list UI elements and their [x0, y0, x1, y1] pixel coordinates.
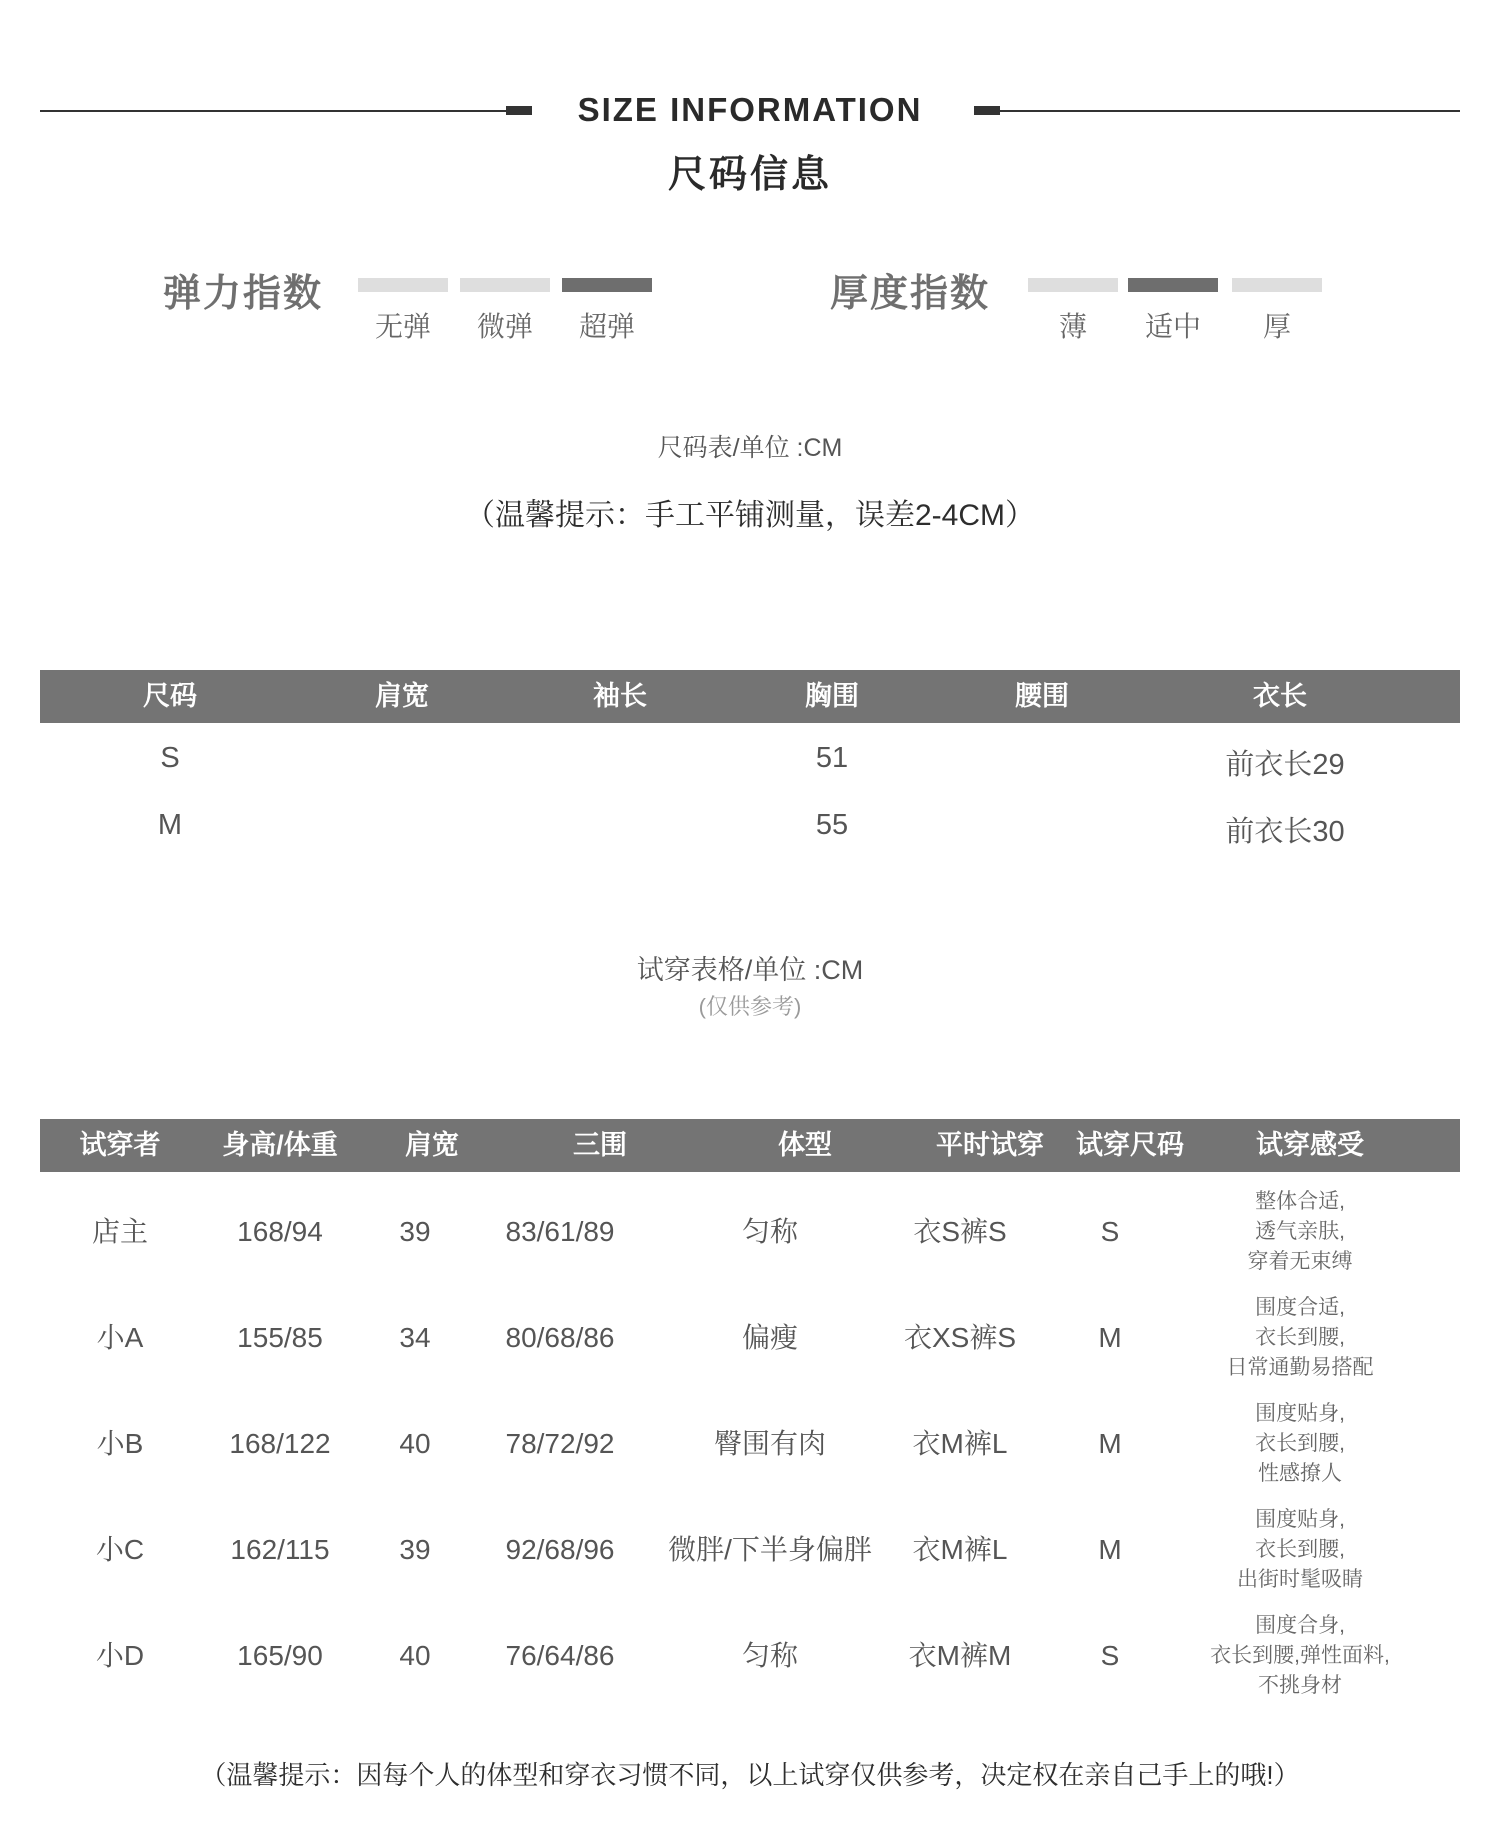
- header-rule-left: [40, 110, 510, 112]
- tryon-person: 小C: [95, 1534, 145, 1565]
- tryon-person: 小D: [95, 1640, 145, 1671]
- tryon-row: [0, 1180, 1500, 1284]
- tryon-feel-line: 整体合适,: [1255, 1190, 1345, 1213]
- tryon-feel-line: 衣长到腰,: [1255, 1432, 1345, 1455]
- tryon-person: 店主: [91, 1216, 148, 1247]
- header-dash-left: [506, 106, 532, 115]
- tryon-feel-line: 围度贴身,: [1255, 1402, 1345, 1425]
- size-header-size: 尺码: [143, 681, 197, 711]
- thickness-label: 厚度指数: [830, 273, 991, 315]
- tryon-header-body: 体型: [778, 1130, 832, 1160]
- elasticity-level-none: 无弹: [374, 311, 431, 342]
- size-row-s-length: 前衣长29: [1225, 749, 1345, 781]
- tryon-feel: [1180, 1392, 1420, 1496]
- thickness-bar-thick: [1232, 278, 1322, 292]
- tryon-usual: 衣M裤L: [912, 1428, 1008, 1459]
- tryon-measurements: 80/68/86: [505, 1322, 615, 1353]
- tryon-body: 匀称: [741, 1216, 798, 1247]
- tryon-feel: [1180, 1498, 1420, 1602]
- tryon-row: [0, 1498, 1500, 1602]
- tryon-feel: [1180, 1180, 1420, 1284]
- tryon-feel: [1180, 1604, 1420, 1708]
- size-header-waist: 腰围: [1015, 681, 1069, 711]
- tryon-note: (仅供参考): [698, 994, 802, 1019]
- tryon-row: [0, 1286, 1500, 1390]
- tryon-feel-line: 围度合身,: [1255, 1614, 1345, 1637]
- tryon-usual: 衣XS裤S: [903, 1322, 1017, 1353]
- tryon-row: [0, 1604, 1500, 1708]
- tryon-height-weight: 162/115: [230, 1534, 330, 1565]
- tryon-measurements: 76/64/86: [505, 1640, 615, 1671]
- thickness-level-thick: 厚: [1262, 311, 1291, 342]
- tryon-feel-line: 围度合适,: [1255, 1296, 1345, 1319]
- tryon-feel-line: 日常通勤易搭配: [1226, 1356, 1374, 1379]
- tryon-body: 匀称: [741, 1640, 798, 1671]
- header-dash-right: [974, 106, 1000, 115]
- tryon-header-measurements: 三围: [573, 1130, 627, 1160]
- tryon-header-size: 试穿尺码: [1076, 1130, 1184, 1160]
- tryon-feel-line: 衣长到腰,: [1255, 1326, 1345, 1349]
- tryon-size: S: [1100, 1216, 1120, 1247]
- elasticity-level-super: 超弹: [578, 311, 635, 342]
- tryon-feel-line: 透气亲肤,: [1255, 1220, 1345, 1243]
- tryon-feel-line: 穿着无束缚: [1247, 1250, 1353, 1273]
- tryon-header-height-weight: 身高/体重: [222, 1130, 338, 1160]
- size-row-s-size: S: [160, 742, 180, 774]
- tryon-shoulder: 40: [399, 1428, 431, 1459]
- tryon-feel-line: 围度贴身,: [1255, 1508, 1345, 1531]
- tryon-shoulder: 34: [399, 1322, 431, 1353]
- size-row-m-size: M: [157, 809, 183, 841]
- elasticity-bar-slight: [460, 278, 550, 292]
- tryon-table-header: [40, 1119, 1460, 1172]
- tryon-person: 小A: [96, 1322, 144, 1353]
- tryon-row: [0, 1392, 1500, 1496]
- tryon-body: 偏瘦: [741, 1322, 798, 1353]
- title-en: SIZE INFORMATION: [577, 91, 923, 128]
- elasticity-level-slight: 微弹: [476, 311, 533, 342]
- size-header-sleeve: 袖长: [593, 681, 647, 711]
- size-header-chest: 胸围: [805, 681, 859, 711]
- tryon-header-feel: 试穿感受: [1256, 1130, 1364, 1160]
- tryon-unit: 试穿表格/单位 :CM: [636, 955, 864, 985]
- tryon-body: 微胖/下半身偏胖: [668, 1534, 872, 1565]
- tryon-feel-line: 性感撩人: [1258, 1462, 1342, 1485]
- tryon-feel-line: 不挑身材: [1258, 1674, 1342, 1697]
- size-chart-unit: 尺码表/单位 :CM: [657, 434, 843, 462]
- size-chart-tip: （温馨提示：手工平铺测量，误差2-4CM）: [464, 499, 1035, 532]
- tryon-height-weight: 155/85: [237, 1322, 323, 1353]
- tryon-shoulder: 39: [399, 1216, 431, 1247]
- tryon-measurements: 83/61/89: [505, 1216, 615, 1247]
- tryon-size: M: [1098, 1428, 1122, 1459]
- tryon-usual: 衣M裤M: [908, 1640, 1012, 1671]
- tryon-feel: [1180, 1286, 1420, 1390]
- title-cn: 尺码信息: [667, 154, 832, 196]
- tryon-size: S: [1100, 1640, 1120, 1671]
- tryon-height-weight: 168/122: [229, 1428, 331, 1459]
- tryon-header-usual: 平时试穿: [936, 1130, 1044, 1160]
- tryon-usual: 衣M裤L: [912, 1534, 1008, 1565]
- tryon-header-shoulder: 肩宽: [405, 1130, 459, 1160]
- tryon-body: 臀围有肉: [713, 1428, 826, 1459]
- thickness-level-medium: 适中: [1144, 311, 1201, 342]
- tryon-shoulder: 40: [399, 1640, 431, 1671]
- elasticity-label: 弹力指数: [163, 273, 324, 315]
- tryon-usual: 衣S裤S: [913, 1216, 1007, 1247]
- tryon-height-weight: 165/90: [237, 1640, 323, 1671]
- header-rule-right: [1000, 110, 1460, 112]
- size-header-shoulder: 肩宽: [375, 681, 429, 711]
- tryon-shoulder: 39: [399, 1534, 431, 1565]
- bottom-tip: （温馨提示：因每个人的体型和穿衣习惯不同，以上试穿仅供参考，决定权在亲自己手上的哦!）: [200, 1760, 1300, 1790]
- size-header-length: 衣长: [1253, 681, 1307, 711]
- thickness-level-thin: 薄: [1058, 311, 1087, 342]
- elasticity-bar-super: [562, 278, 652, 292]
- tryon-header-person: 试穿者: [79, 1130, 161, 1160]
- tryon-feel-line: 衣长到腰,: [1255, 1538, 1345, 1561]
- tryon-person: 小B: [96, 1428, 144, 1459]
- thickness-bar-medium: [1128, 278, 1218, 292]
- size-table-header: [40, 670, 1460, 723]
- thickness-bar-thin: [1028, 278, 1118, 292]
- tryon-size: M: [1098, 1322, 1122, 1353]
- tryon-height-weight: 168/94: [237, 1216, 323, 1247]
- size-row-m-length: 前衣长30: [1225, 816, 1345, 848]
- size-row-s-chest: 51: [815, 742, 849, 774]
- tryon-feel-line: 出街时髦吸睛: [1237, 1568, 1363, 1591]
- tryon-measurements: 92/68/96: [505, 1534, 615, 1565]
- elasticity-bar-none: [358, 278, 448, 292]
- tryon-size: M: [1098, 1534, 1122, 1565]
- tryon-feel-line: 衣长到腰,弹性面料,: [1210, 1644, 1390, 1667]
- size-row-m-chest: 55: [815, 809, 849, 841]
- tryon-measurements: 78/72/92: [505, 1428, 615, 1459]
